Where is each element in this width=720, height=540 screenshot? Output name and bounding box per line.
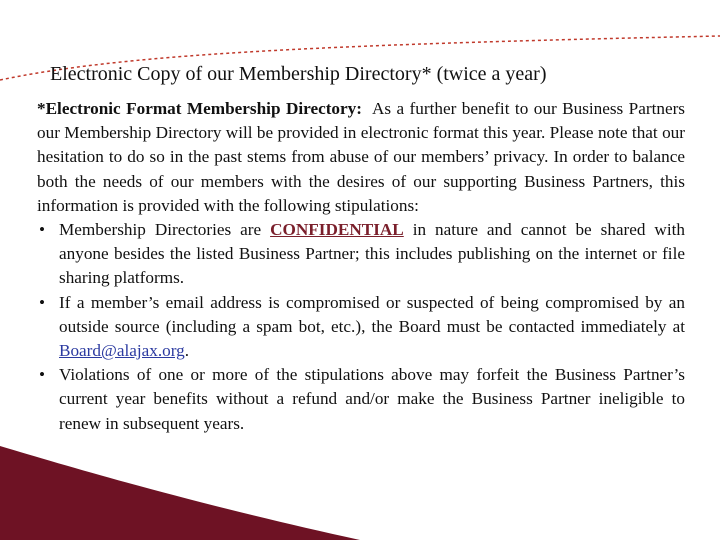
stipulations-list	[37, 218, 685, 436]
bullet-1-after: in nature and cannot be shared with anyone besides the listed Business Partner; this includes publishing on the internet or file sharing platforms.	[59, 220, 685, 288]
bullet-2-after: .	[184, 341, 190, 361]
board-email-link[interactable]: Board@alajax.org	[59, 341, 185, 361]
intro-paragraph	[37, 97, 685, 218]
intro-body: As a further benefit to our Business Partners our Membership Directory will be provided in electronic format this year. Please note that our hesitation to do so in the past stems from abuse of our members’ privacy. In order to balance both the needs of our members with the desires of our supporting Business Partners, this information is provided with the following stipulations:	[37, 99, 685, 215]
bullet-glyph: •	[39, 220, 46, 240]
bullet-1-before: Membership Directories are	[59, 220, 262, 240]
bullet-2-before: If a member’s email address is compromised or suspected of being compromised by an outside source (including a spam bot, etc.), the Board must be contacted immediately at	[59, 292, 685, 336]
bullet-glyph: •	[39, 365, 46, 385]
list-item	[37, 218, 685, 291]
bullet-3-text: Violations of one or more of the stipulations above may forfeit the Business Partner’s current year benefits without a refund and/or make the Business Partner ineligible to renew in subsequent years.	[59, 365, 685, 433]
list-item	[37, 363, 685, 436]
slide-title: Electronic Copy of our Membership Directory* (twice a year)	[50, 63, 547, 85]
confidential-label: CONFIDENTIAL	[270, 220, 404, 240]
bullet-glyph: •	[39, 292, 46, 312]
bottom-maroon-swoosh	[0, 446, 360, 540]
list-item	[37, 291, 685, 364]
body-text	[37, 97, 685, 436]
intro-lead: *Electronic Format Membership Directory:	[37, 99, 362, 118]
